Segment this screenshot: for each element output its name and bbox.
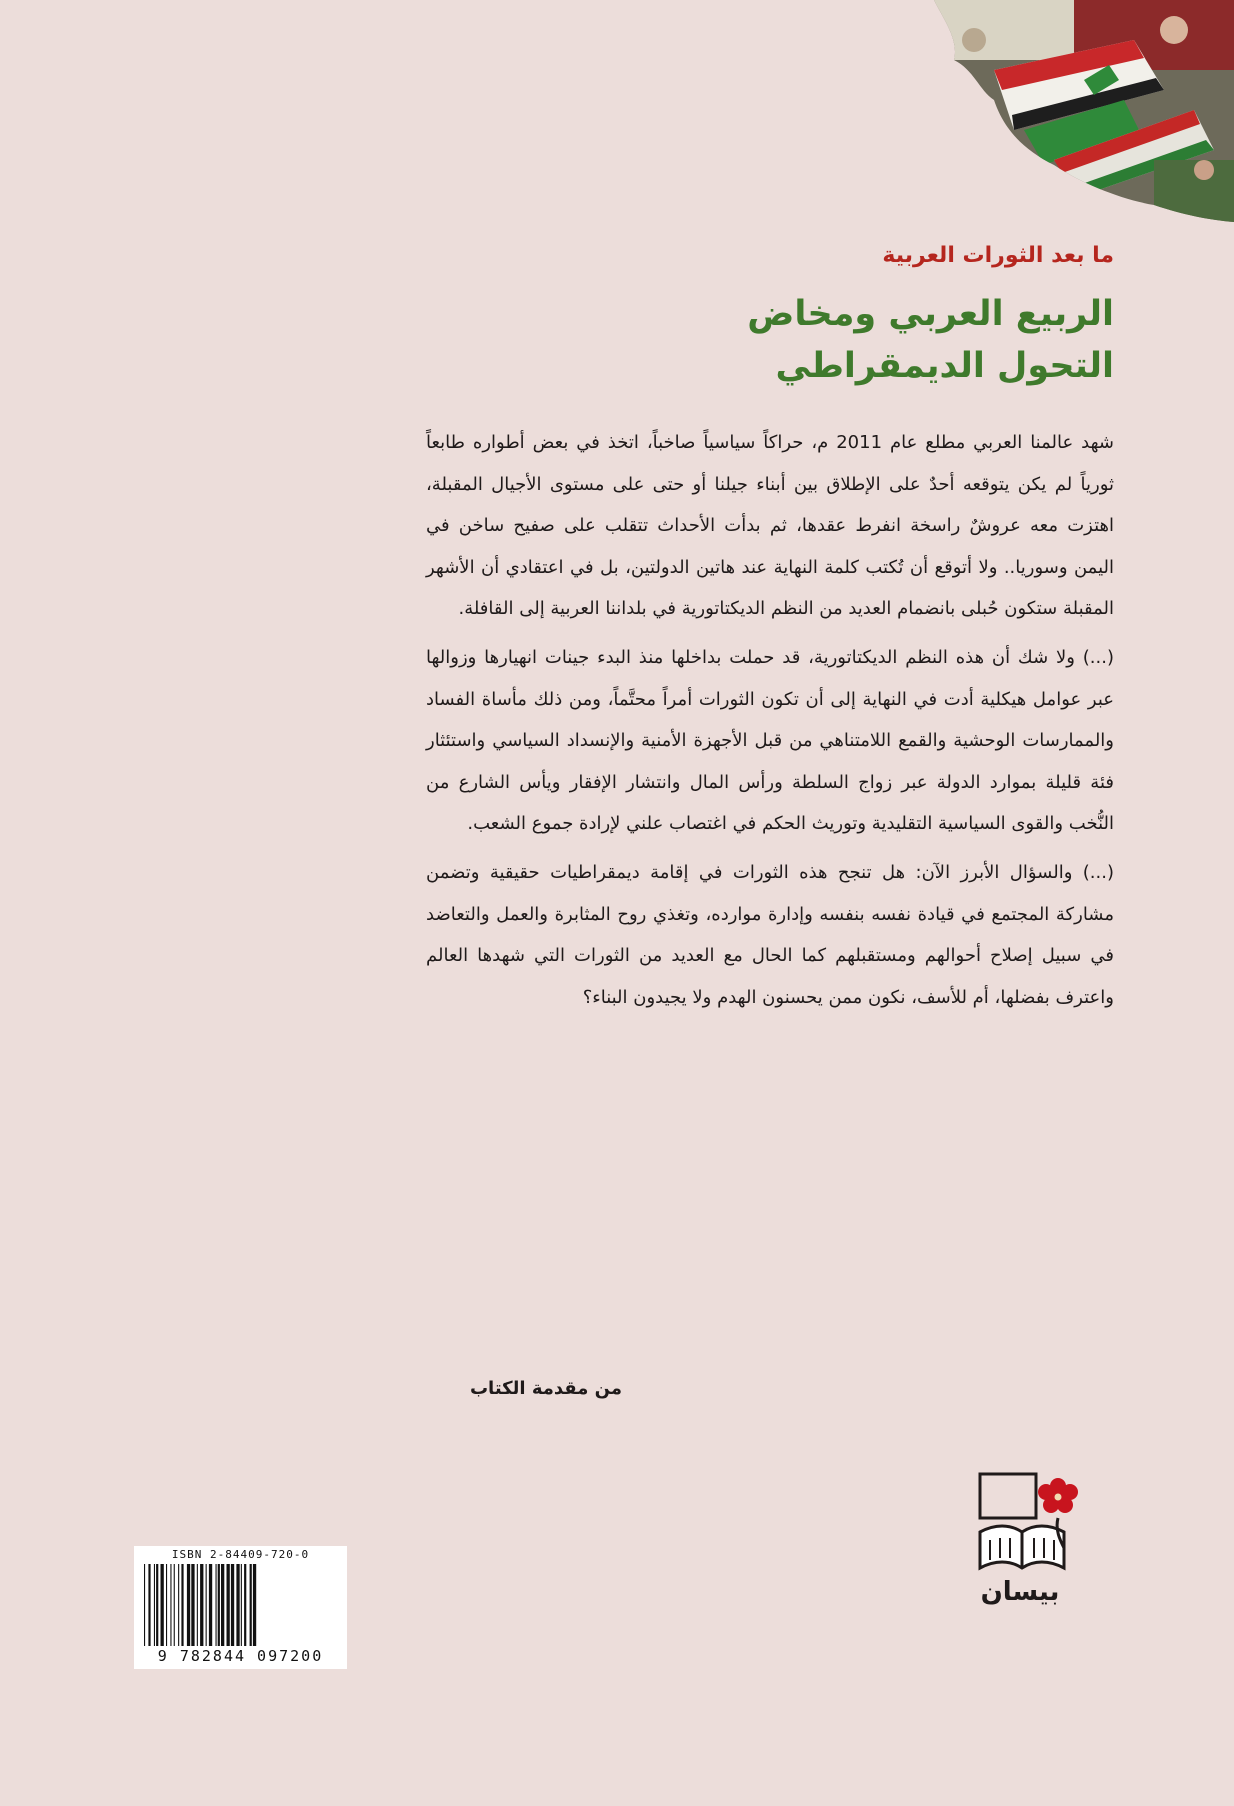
barcode-bar <box>181 1564 183 1646</box>
series-title: ما بعد الثورات العربية <box>882 243 1114 268</box>
barcode-bar <box>200 1564 203 1646</box>
barcode-bar <box>206 1564 207 1646</box>
barcode-bar <box>209 1564 212 1646</box>
barcode-bar <box>250 1564 252 1646</box>
book-title-line-1: الربيع العربي ومخاض <box>747 294 1114 334</box>
barcode-bar <box>241 1564 242 1646</box>
isbn-text: ISBN 2-84409-720-0 <box>171 1548 310 1561</box>
ean-number: 9 782844 097200 <box>157 1647 324 1665</box>
barcode-bar <box>161 1564 164 1646</box>
book-title-line-2: التحول الديمقراطي <box>775 346 1114 386</box>
blurb-paragraph-2: (...) ولا شك أن هذه النظم الديكتاتورية، قد حملت بداخلها منذ البدء جينات انهيارها وزوالها عبر عوامل هيكلية أدت في النهاية إلى أن تكون الثورات أمراً محتَّماً، ومن ذلك مأساة الفساد والممارسات الوحشية والقمع اللامتناهي من قبل الأجهزة الأمنية والإنسداد السياسي واستئثار فئة قليلة بموارد الدولة عبر زواج السلطة ورأس المال وانتشار الإفقار ويأس الشارع من النُّخب والقوى السياسية التقليدية وتوريث الحكم في اغتصاب علني لإرادة جموع الشعب. <box>426 646 1114 835</box>
blurb <box>426 422 1114 1025</box>
barcode-bar <box>231 1564 234 1646</box>
barcode-bar <box>187 1564 190 1646</box>
book-flower-icon <box>960 1460 1085 1610</box>
barcode-bar <box>144 1564 145 1646</box>
blurb-paragraph-1: شهد عالمنا العربي مطلع عام 2011 م، حراكاً سياسياً صاخباً، اتخذ في بعض أطواره طابعاً ثورياً لم يكن يتوقعه أحدٌ على الإطلاق بين أبناء جيلنا أو حتى على مستوى الأجيال المقبلة، اهتزت معه عروشٌ راسخة انفرط عقدها، ثم بدأت الأحداث تتقلب على صفيح ساخن في اليمن وسوريا.. ولا أتوقع أن تُكتب كلمة النهاية عند هاتين الدولتين، بل في اعتقادي أن الأشهر المقبلة ستكون حُبلى بانضمام العديد من النظم الديكتاتورية في بلداننا العربية إلى القافلة. <box>426 432 1114 620</box>
barcode-bar <box>148 1564 150 1646</box>
barcode-bar <box>178 1564 179 1646</box>
barcode-bar <box>154 1564 155 1646</box>
barcode-bars <box>142 1564 339 1646</box>
cover-photo-flags <box>934 0 1234 225</box>
barcode-bar <box>216 1564 217 1646</box>
barcode-bar <box>174 1564 175 1646</box>
blurb-paragraph-3: (...) والسؤال الأبرز الآن: هل تنجح هذه الثورات في إقامة ديمقراطيات حقيقية وتضمن مشاركة المجتمع في قيادة نفسه بنفسه وإدارة موارده، وتغذي روح المثابرة والعمل والتعاضد في سبيل إصلاح أحوالهم ومستقبلهم كما الحال مع العديد من الثورات التي شهدها العالم واعترف بفضلها، أم للأسف، نكون ممن يحسنون الهدم ولا يجيدون البناء؟ <box>426 861 1114 1008</box>
isbn-barcode-box <box>134 1546 347 1669</box>
barcode-bar <box>236 1564 239 1646</box>
publisher-name: بيسان <box>980 1577 1060 1607</box>
barcode-bar <box>170 1564 171 1646</box>
barcode-bar <box>244 1564 246 1646</box>
barcode-bar <box>156 1564 158 1646</box>
barcode-bar <box>166 1564 167 1646</box>
book-title <box>747 288 1114 392</box>
barcode-bar <box>197 1564 198 1646</box>
barcode-bar <box>221 1564 224 1646</box>
barcode-bar <box>253 1564 256 1646</box>
barcode-bar <box>227 1564 230 1646</box>
publisher-logo <box>960 1460 1085 1610</box>
barcode-bar <box>218 1564 220 1646</box>
barcode-bar <box>191 1564 194 1646</box>
source-attribution: من مقدمة الكتاب <box>469 1378 622 1399</box>
